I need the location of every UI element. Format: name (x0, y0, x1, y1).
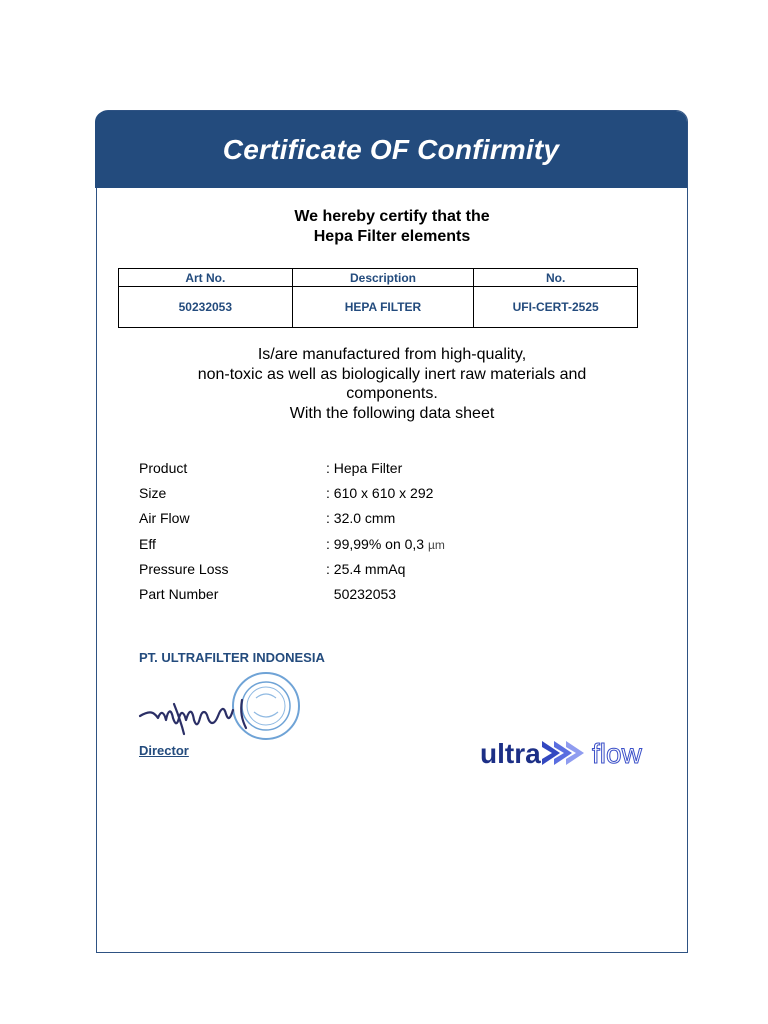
statement-line-4: With the following data sheet (289, 404, 495, 422)
spec-value-eff (326, 534, 445, 555)
cell-description: HEPA FILTER (292, 287, 474, 328)
logo-text-flow: flow (592, 738, 642, 769)
cell-cert-no: UFI-CERT-2525 (474, 287, 638, 328)
certify-intro (96, 207, 688, 247)
spec-label: Air Flow (139, 510, 190, 527)
title-banner (95, 111, 687, 188)
statement-line-3: components. (346, 385, 438, 402)
eff-value: : 99,99% on 0,3 (326, 535, 425, 552)
spec-value: : 25.4 mmAq (326, 560, 406, 577)
ultraflow-logo (478, 733, 662, 773)
spec-value: : 32.0 cmm (326, 510, 396, 527)
logo-text-ultra: ultra (480, 738, 541, 769)
cell-art-no: 50232053 (119, 287, 293, 328)
spec-label: Product (139, 460, 188, 476)
table-header-row (119, 269, 638, 287)
certificate-title: Certificate OF Confirmity (222, 133, 560, 165)
statement-line-2: non-toxic as well as biologically inert raw materials and (197, 365, 587, 383)
spec-label: Eff (139, 535, 156, 552)
director-label: Director (139, 743, 189, 758)
eff-unit: µm (427, 537, 445, 552)
spec-label: Part Number (139, 585, 219, 602)
company-stamp (233, 673, 299, 739)
spec-value: : 610 x 610 x 292 (326, 485, 434, 502)
spec-label: Size (139, 485, 167, 502)
signature-stamp (134, 668, 314, 746)
arrow-chevrons-icon (542, 741, 584, 765)
company-name: PT. ULTRAFILTER INDONESIA (139, 650, 325, 665)
col-header-art-no: Art No. (119, 269, 293, 287)
col-header-no: No. (474, 269, 638, 287)
spec-label: Pressure Loss (139, 560, 229, 577)
intro-line-2: Hepa Filter elements (313, 228, 471, 245)
handwritten-signature (140, 700, 246, 734)
table-row (119, 287, 638, 328)
statement-paragraph (96, 345, 688, 423)
intro-line-1: We hereby certify that the (294, 208, 490, 225)
col-header-description: Description (292, 269, 474, 287)
statement-line-1: Is/are manufactured from high-quality, (257, 346, 527, 363)
spec-value: 50232053 (326, 585, 397, 602)
article-table (118, 268, 638, 328)
spec-value: : Hepa Filter (326, 460, 403, 476)
